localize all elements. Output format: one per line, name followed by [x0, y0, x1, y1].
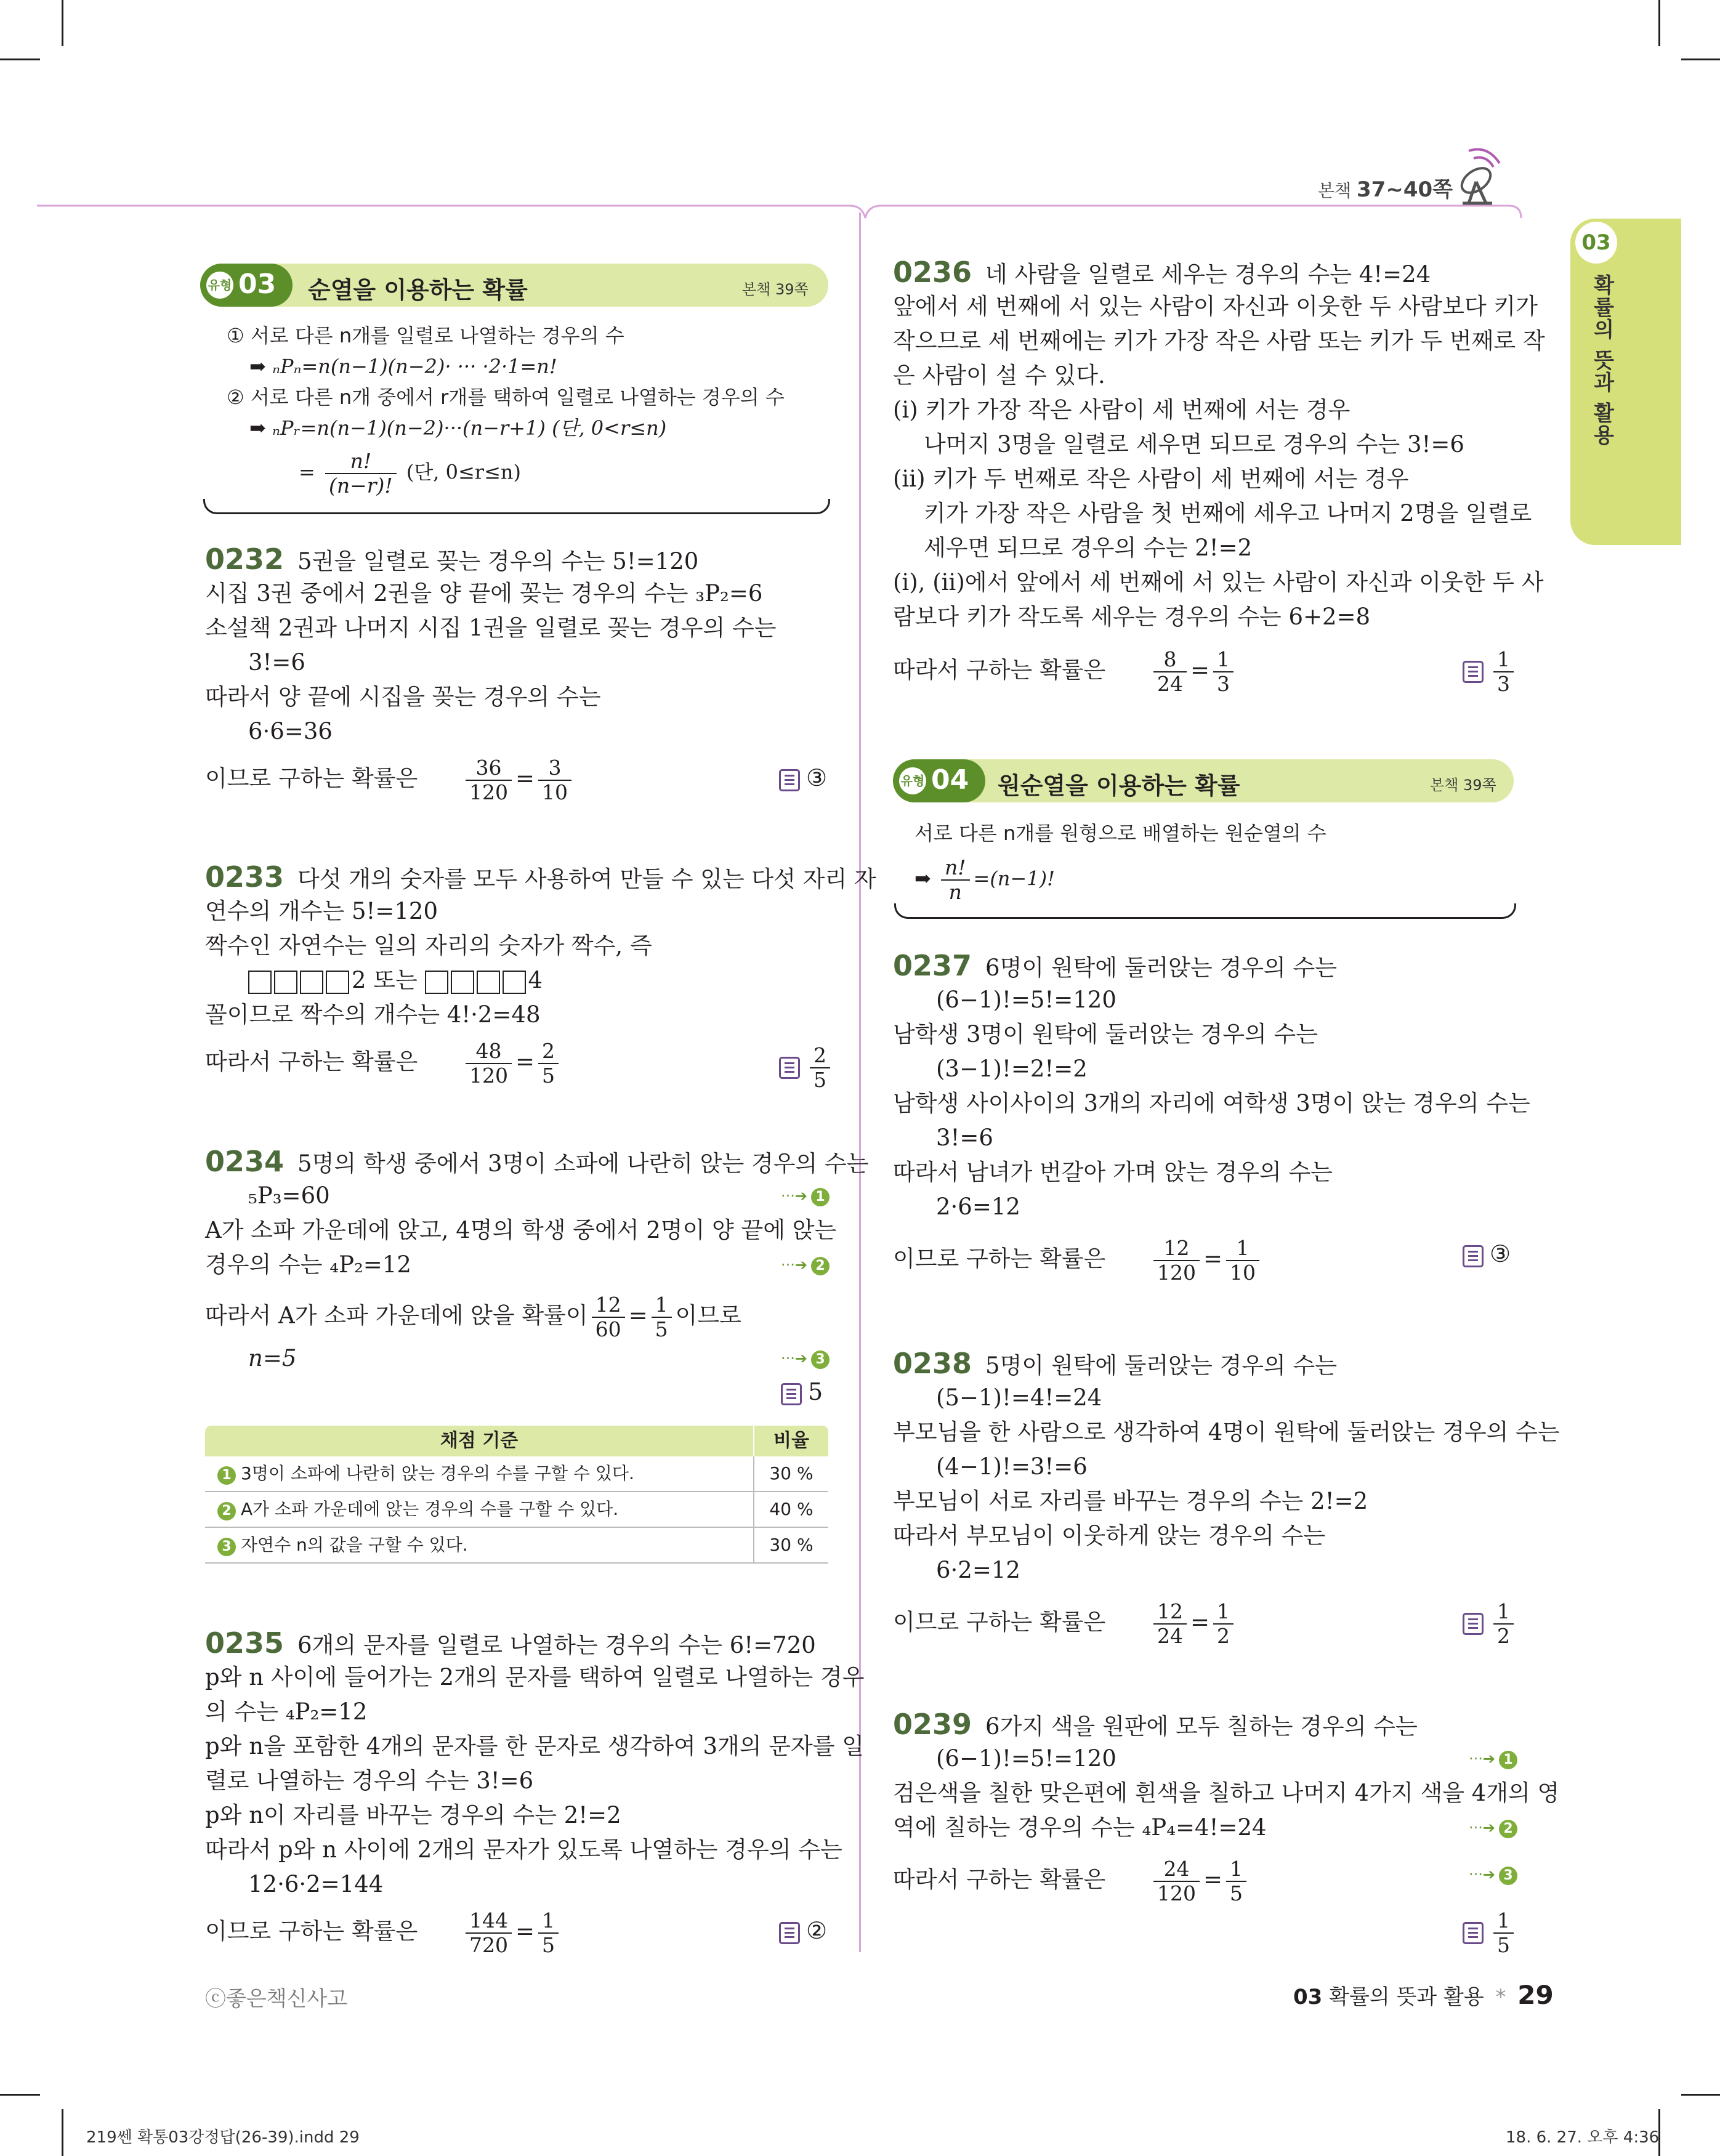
step-marker: ···➔ 3 [781, 1350, 830, 1369]
problem-0238-line1: 0238 5명이 원탁에 둘러앉는 경우의 수는 [893, 1347, 1338, 1380]
problem-line: 6·6=36 [248, 718, 333, 745]
fraction: $\frac{12}{60}$ [592, 1293, 625, 1341]
fraction: $\frac{12}{120}$ [1153, 1237, 1200, 1285]
type-label: 유형 [899, 767, 926, 794]
problem-line: 작으므로 세 번째에는 키가 가장 작은 사람 또는 키가 두 번째로 작 [893, 328, 1545, 354]
fraction: $\frac{2}{5}$ [810, 1044, 830, 1092]
problem-line: 꼴이므로 짝수의 개수는 4!·2=48 [205, 1001, 541, 1028]
answer-0239 [1463, 1909, 1517, 1957]
step-marker: ···➔ 2 [1469, 1819, 1517, 1838]
answer-icon [1463, 1613, 1484, 1635]
problem-line: (ⅱ) 키가 두 번째로 작은 사람이 세 번째에 서는 경우 [893, 466, 1409, 492]
problem-line: 경우의 수는 ₄P₂=12 [205, 1251, 411, 1278]
digit-pattern: 2 또는 4 [248, 963, 543, 998]
fraction: $\frac{8}{24}$ [1153, 648, 1187, 696]
page-footer [1293, 1980, 1554, 2010]
type-number: 03 [238, 268, 277, 300]
answer-0237: ③ [1463, 1237, 1511, 1271]
problem-line: (3−1)!=2!=2 [936, 1056, 1088, 1082]
probability-line: 이므로 구하는 확률은 $\frac{36}{120}$ = $\frac{3}{10}$ [205, 756, 575, 804]
problem-line: 짝수인 자연수는 일의 자리의 숫자가 짝수, 즉 [205, 932, 652, 959]
fraction: $\frac{1}{2}$ [1493, 1600, 1514, 1648]
summary-formula: ➡ $\frac{n!}{n}$ =(n−1)! [915, 855, 1055, 904]
step-marker: ···➔ 1 [781, 1187, 830, 1206]
summary-line: ① 서로 다른 n개를 일렬로 나열하는 경우의 수 [227, 324, 624, 347]
problem-line: 남학생 3명이 원탁에 둘러앉는 경우의 수는 [893, 1021, 1318, 1048]
problem-line: 시집 3권 중에서 2권을 양 끝에 꽂는 경우의 수는 ₃P₂=6 [205, 580, 763, 607]
summary-formula: ➡ ₙPₙ=n(n−1)(n−2)· ··· ·2·1=n! [249, 355, 557, 378]
summary-line: 서로 다른 n개를 원형으로 배열하는 원순열의 수 [915, 822, 1326, 845]
crop-mark [1658, 0, 1660, 46]
problem-line: (6−1)!=5!=120 [936, 987, 1116, 1013]
type-label: 유형 [206, 272, 233, 299]
problem-line: 따라서 A가 소파 가운데에 앉을 확률이 $\frac{12}{60}$ = $\frac{1}{5}$ 이므로 [205, 1293, 741, 1341]
fraction: $\frac{36}{120}$ [466, 756, 512, 804]
problem-line: 소설책 2권과 나머지 시집 1권을 일렬로 꽂는 경우의 수는 [205, 615, 777, 641]
type-ref: 본책 39쪽 [742, 281, 809, 298]
crop-mark [0, 2094, 40, 2096]
problem-0237-line1: 0237 6명이 원탁에 둘러앉는 경우의 수는 [893, 949, 1338, 982]
problem-line: A가 소파 가운데에 앉고, 4명의 학생 중에서 2명이 양 끝에 앉는 [205, 1217, 837, 1243]
footer-chapter-title: 확률의 뜻과 활용 [1329, 1985, 1484, 2009]
problem-line: (4−1)!=3!=6 [936, 1453, 1088, 1480]
answer-icon [781, 1383, 802, 1405]
problem-line: 역에 칠하는 경우의 수는 ₄P₄=4!=24 [893, 1814, 1267, 1841]
summary-line: ② 서로 다른 n개 중에서 r개를 택하여 일렬로 나열하는 경우의 수 [227, 386, 785, 409]
problem-line: 따라서 부모님이 이웃하게 앉는 경우의 수는 [893, 1522, 1326, 1549]
grading-table [205, 1426, 828, 1564]
problem-line: 키가 가장 작은 사람을 첫 번째에 세우고 나머지 2명을 일렬로 [924, 500, 1532, 527]
problem-0232-line1: 0232 5권을 일렬로 꽂는 경우의 수는 5!=120 [205, 543, 699, 576]
answer-icon [1463, 1245, 1484, 1267]
answer-0238 [1463, 1600, 1517, 1648]
crop-mark [62, 2109, 63, 2156]
problem-line: ₅P₃=60 [248, 1182, 330, 1209]
grading-header [205, 1426, 828, 1456]
type-title: 원순열을 이용하는 확률 [998, 772, 1240, 799]
answer-0235: ② [779, 1913, 827, 1948]
fraction: $\frac{1}{3}$ [1213, 648, 1233, 696]
fraction: $\frac{48}{120}$ [466, 1040, 512, 1088]
problem-line: 6·2=12 [936, 1557, 1020, 1583]
problem-0235-line1: 0235 6개의 문자를 일렬로 나열하는 경우의 수는 6!=720 [205, 1626, 816, 1660]
summary-formula: = $\frac{n!}{(n-r)!}$ (단, 0≤r≤n) [299, 449, 521, 498]
problem-line: 남학생 사이사이의 3개의 자리에 여학생 3명이 앉는 경우의 수는 [893, 1090, 1530, 1116]
problem-line: n=5 [248, 1345, 297, 1371]
problem-line: p와 n 사이에 들어가는 2개의 문자를 택하여 일렬로 나열하는 경우 [205, 1664, 865, 1690]
fraction: $\frac{144}{720}$ [466, 1909, 512, 1957]
grading-row: 1 3명이 소파에 나란히 앉는 경우의 수를 구할 수 있다. 30 % [205, 1456, 828, 1492]
problem-line: p와 n을 포함한 4개의 문자를 한 문자로 생각하여 3개의 문자를 일 [205, 1733, 865, 1759]
fraction: $\frac{1}{10}$ [1226, 1237, 1259, 1285]
problem-line: 2·6=12 [936, 1193, 1020, 1220]
fraction: $\frac{1}{3}$ [1493, 648, 1514, 696]
chapter-title: 확률의 뜻과 활용 [1589, 274, 1614, 446]
problem-0234-line1: 0234 5명의 학생 중에서 3명이 소파에 나란히 앉는 경우의 수는 [205, 1145, 869, 1178]
problem-line: (ⅰ) 키가 가장 작은 사람이 세 번째에 서는 경우 [893, 397, 1351, 423]
chapter-side-tab [1570, 219, 1681, 545]
crop-mark [1681, 59, 1720, 60]
probability-line: 이므로 구하는 확률은 $\frac{12}{24}$ = $\frac{1}{2}$ [893, 1600, 1237, 1648]
problem-line: 검은색을 칠한 맞은편에 흰색을 칠하고 나머지 4가지 색을 4개의 영 [893, 1780, 1560, 1806]
fraction: $\frac{3}{10}$ [538, 756, 571, 804]
answer-icon [1463, 1922, 1484, 1944]
problem-line: 람보다 키가 작도록 세우는 경우의 수는 6+2=8 [893, 604, 1371, 630]
grading-row: 3 자연수 n의 값을 구할 수 있다. 30 % [205, 1528, 828, 1564]
probability-line: 따라서 구하는 확률은 $\frac{48}{120}$ = $\frac{2}{5}$ [205, 1040, 562, 1088]
problem-0236-line1: 0236 네 사람을 일렬로 세우는 경우의 수는 4!=24 [893, 256, 1431, 289]
problem-line: 앞에서 세 번째에 서 있는 사람이 자신과 이웃한 두 사람보다 키가 [893, 293, 1538, 320]
ref-pages: 37~40쪽 [1357, 177, 1453, 202]
answer-icon [779, 769, 800, 791]
answer-icon [779, 1922, 800, 1944]
grading-row: 2 A가 소파 가운데에 앉는 경우의 수를 구할 수 있다. 40 % [205, 1492, 828, 1528]
fraction: $\frac{1}{5}$ [1226, 1857, 1246, 1905]
grading-header-criteria: 채점 기준 [440, 1430, 519, 1451]
ref-prefix: 본책 [1318, 180, 1352, 201]
problem-0233-line1: 0233 다섯 개의 숫자를 모두 사용하여 만들 수 있는 다섯 자리 자 [205, 860, 876, 894]
probability-line: 따라서 구하는 확률은 $\frac{24}{120}$ = $\frac{1}{5}$ [893, 1857, 1250, 1905]
probability-line: 이므로 구하는 확률은 $\frac{12}{120}$ = $\frac{1}{10}$ [893, 1237, 1263, 1285]
copyright: ⓒ좋은책신사고 [205, 1987, 348, 2011]
answer-0234: 5 [781, 1375, 823, 1409]
fraction: $\frac{12}{24}$ [1153, 1600, 1187, 1648]
problem-line: 연수의 개수는 5!=120 [205, 898, 438, 924]
footer-chapter-num: 03 [1293, 1985, 1323, 2009]
crop-mark [0, 59, 40, 60]
problem-line: (ⅰ), (ⅱ)에서 앞에서 세 번째에 서 있는 사람이 자신과 이웃한 두 사 [893, 569, 1544, 596]
crop-mark [1681, 2094, 1720, 2096]
fraction: $\frac{24}{120}$ [1153, 1857, 1200, 1905]
answer-0233 [779, 1044, 834, 1092]
step-marker: ···➔ 1 [1469, 1750, 1517, 1769]
type-badge [893, 759, 985, 802]
problem-line: 은 사람이 설 수 있다. [893, 362, 1105, 389]
probability-line: 따라서 구하는 확률은 $\frac{8}{24}$ = $\frac{1}{3}$ [893, 648, 1237, 696]
type-badge [200, 264, 293, 307]
problem-line: 렬로 나열하는 경우의 수는 3!=6 [205, 1767, 534, 1794]
answer-0232: ③ [779, 761, 827, 795]
problem-line: 따라서 양 끝에 시집을 꽂는 경우의 수는 [205, 684, 601, 710]
print-file-name: 219쎈 확통03강정답(26-39).indd 29 [86, 2128, 360, 2147]
condition: (단, 0≤r≤n) [406, 460, 521, 484]
problem-line: 따라서 p와 n 사이에 2개의 문자가 있도록 나열하는 경우의 수는 [205, 1836, 842, 1863]
problem-line: 3!=6 [248, 649, 305, 676]
answer-icon [1463, 661, 1484, 683]
type-number: 04 [931, 764, 969, 796]
chapter-number: 03 [1575, 222, 1617, 264]
fraction: $\frac{1}{5}$ [1493, 1909, 1514, 1957]
step-marker: ···➔ 2 [781, 1256, 830, 1275]
answer-0236 [1463, 648, 1517, 696]
header-rule [37, 197, 1527, 222]
fraction: $\frac{1}{5}$ [652, 1293, 672, 1341]
fraction: $\frac{n!}{(n-r)!}$ [325, 450, 397, 498]
print-date: 18. 6. 27. 오후 4:36 [1506, 2128, 1660, 2147]
fraction: $\frac{1}{5}$ [538, 1909, 559, 1957]
probability-line: 이므로 구하는 확률은 $\frac{144}{720}$ = $\frac{1}{5}$ [205, 1909, 562, 1957]
problem-line: 세우면 되므로 경우의 수는 2!=2 [924, 535, 1253, 561]
problem-line: 부모님을 한 사람으로 생각하여 4명이 원탁에 둘러앉는 경우의 수는 [893, 1419, 1560, 1445]
summary-formula: ➡ ₙPᵣ=n(n−1)(n−2)···(n−r+1) (단, 0<r≤n) [249, 416, 667, 440]
crop-mark [62, 0, 63, 46]
problem-line: 나머지 3명을 일렬로 세우면 되므로 경우의 수는 3!=6 [924, 431, 1464, 458]
answer-icon [779, 1057, 800, 1079]
problem-line: 12·6·2=144 [248, 1871, 384, 1897]
problem-line: 따라서 남녀가 번갈아 가며 앉는 경우의 수는 [893, 1159, 1333, 1185]
summary-bracket [894, 903, 1516, 919]
problem-line: 의 수는 ₄P₂=12 [205, 1698, 368, 1725]
grading-header-ratio: 비율 [753, 1426, 828, 1456]
problem-line: 부모님이 서로 자리를 바꾸는 경우의 수는 2!=2 [893, 1488, 1368, 1514]
problem-line: p와 n이 자리를 바꾸는 경우의 수는 2!=2 [205, 1802, 621, 1828]
type-ref: 본책 39쪽 [1430, 777, 1496, 794]
problem-line: (6−1)!=5!=120 [936, 1745, 1116, 1772]
summary-bracket [203, 499, 830, 514]
page-number: 29 [1517, 1980, 1554, 2010]
problem-line: 3!=6 [936, 1124, 993, 1151]
type-title: 순열을 이용하는 확률 [308, 277, 528, 304]
fraction: $\frac{n!}{n}$ [941, 856, 970, 904]
fraction: $\frac{1}{2}$ [1213, 1600, 1233, 1648]
problem-line: (5−1)!=4!=24 [936, 1384, 1102, 1411]
problem-0239-line1: 0239 6가지 색을 원판에 모두 칠하는 경우의 수는 [893, 1708, 1418, 1741]
footer-star: * [1495, 1985, 1506, 2009]
step-marker: ···➔ 3 [1469, 1866, 1517, 1885]
fraction: $\frac{2}{5}$ [538, 1040, 559, 1088]
